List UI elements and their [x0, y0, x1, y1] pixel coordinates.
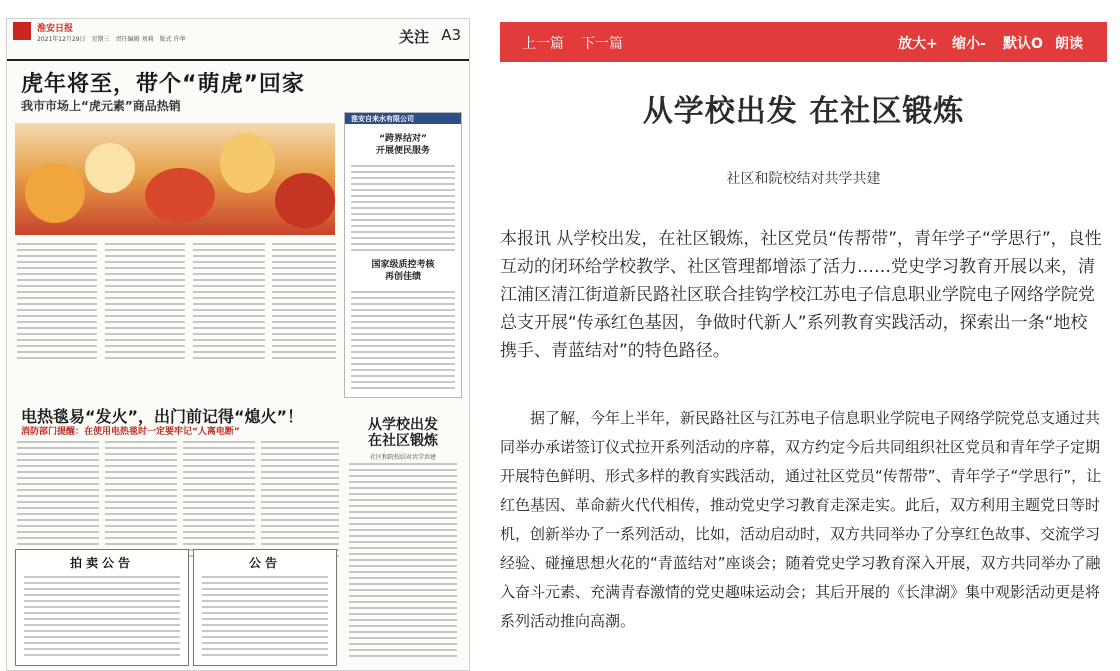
- article-text-column: [193, 243, 265, 363]
- article-text-column: [272, 243, 336, 363]
- newspaper-logo: [13, 22, 31, 40]
- zoom-in-button[interactable]: 放大+: [898, 36, 938, 52]
- article-lead-paragraph: 本报讯 从学校出发，在社区锻炼，社区党员“传帮带”，青年学子“学思行”，良性互动的闭环给学校教学、社区管理都增添了活力……党史学习教育开展以来，清江浦区清江街道新民路社区联合挂钩学校江苏电子信息职业学院电子网络学院党总支开展“传承红色基因，争做时代新人”系列教育实践活动，探索出一条“地校携手、青蓝结对”的特色路径。: [500, 229, 1102, 361]
- article-text-column: [261, 441, 339, 561]
- article-text-column: [105, 243, 185, 363]
- side-column-bar-label: 淮安自来水有限公司: [351, 115, 414, 123]
- paper-headline-main: 虎年将至，带个“萌虎”回家: [21, 72, 305, 97]
- article-title: 从学校出发 在社区锻炼: [642, 94, 965, 129]
- article-subtitle: 社区和院校结对共学共建: [726, 171, 881, 187]
- next-article-link[interactable]: 下一篇: [581, 36, 623, 52]
- article-text-column: [17, 441, 99, 561]
- paper-headline-2: 电热毯易“发火”，出门前记得“熄火”！: [21, 407, 304, 426]
- default-size-button[interactable]: 默认O: [1003, 36, 1043, 52]
- newspaper-page-image[interactable]: [6, 18, 470, 671]
- article-body-paragraph: 据了解，今年上半年，新民路社区与江苏电子信息职业学院电子网络学院党总支通过共同举办承诺签订仪式拉开系列活动的序幕，双方约定今后共同组织社区党员和青年学子定期开展特色鲜明、形式多样的教育实践活动，通过社区党员“传帮带”、青年学子“学思行”，让红色基因、革命薪火代代相传，推动党史学习教育走深走实。此后，双方利用主题党日等时机，创新举办了一系列活动，比如，活动启动时，双方共同举办了分享红色故事、交流学习经验、碰撞思想火花的“青蓝结对”座谈会；随着党史学习教育深入开展，双方共同举办了融入奋斗元素、充满青春激情的党史趣味运动会；其后开展的《长津湖》集中观影活动更是将系列活动推向高潮。: [500, 409, 1102, 630]
- public-notice-title: 公告: [248, 556, 281, 570]
- side-text-column: [351, 165, 455, 255]
- paper-article-subtitle-highlight: 社区和院校结对共学共建: [369, 454, 436, 461]
- read-aloud-button[interactable]: 朗读: [1055, 36, 1083, 52]
- masthead-name: 淮安日报: [37, 24, 74, 34]
- prev-article-link[interactable]: 上一篇: [522, 36, 564, 52]
- auction-notice-title: 拍卖公告: [69, 556, 134, 570]
- side-column-box: [344, 112, 462, 398]
- notice-text: [202, 576, 328, 660]
- masthead: [7, 19, 469, 61]
- article-text-column: [105, 441, 177, 561]
- side-headline-2: 国家级质控考核 再创佳绩: [371, 260, 435, 282]
- paper-article-title-highlight[interactable]: 从学校出发 在社区锻炼: [368, 417, 438, 449]
- page-label: A3: [441, 26, 461, 44]
- zoom-out-button[interactable]: 缩小-: [952, 36, 986, 52]
- reader-toolbar: [500, 22, 1107, 62]
- side-text-column: [351, 291, 455, 393]
- notice-text: [24, 576, 180, 660]
- article-text-column: [183, 441, 255, 561]
- masthead-date: 2021年12月29日 星期三 责任编辑 刘莉 版式 许华: [37, 36, 186, 43]
- side-column-bar: [345, 113, 461, 124]
- paper-article-text: [349, 463, 457, 661]
- side-headline: “跨界结对” 开展便民服务: [375, 134, 430, 156]
- public-notice-box: [193, 549, 337, 666]
- paper-headline-main-sub: 我市市场上“虎元素”商品热销: [21, 99, 181, 113]
- section-label: 关注: [398, 28, 429, 46]
- article-text-column: [17, 243, 97, 363]
- tiger-goods-photo: [15, 123, 335, 235]
- paper-headline-2-sub: 消防部门提醒：在使用电热毯时一定要牢记“人离电断”: [21, 427, 240, 437]
- auction-notice-box: [15, 549, 189, 666]
